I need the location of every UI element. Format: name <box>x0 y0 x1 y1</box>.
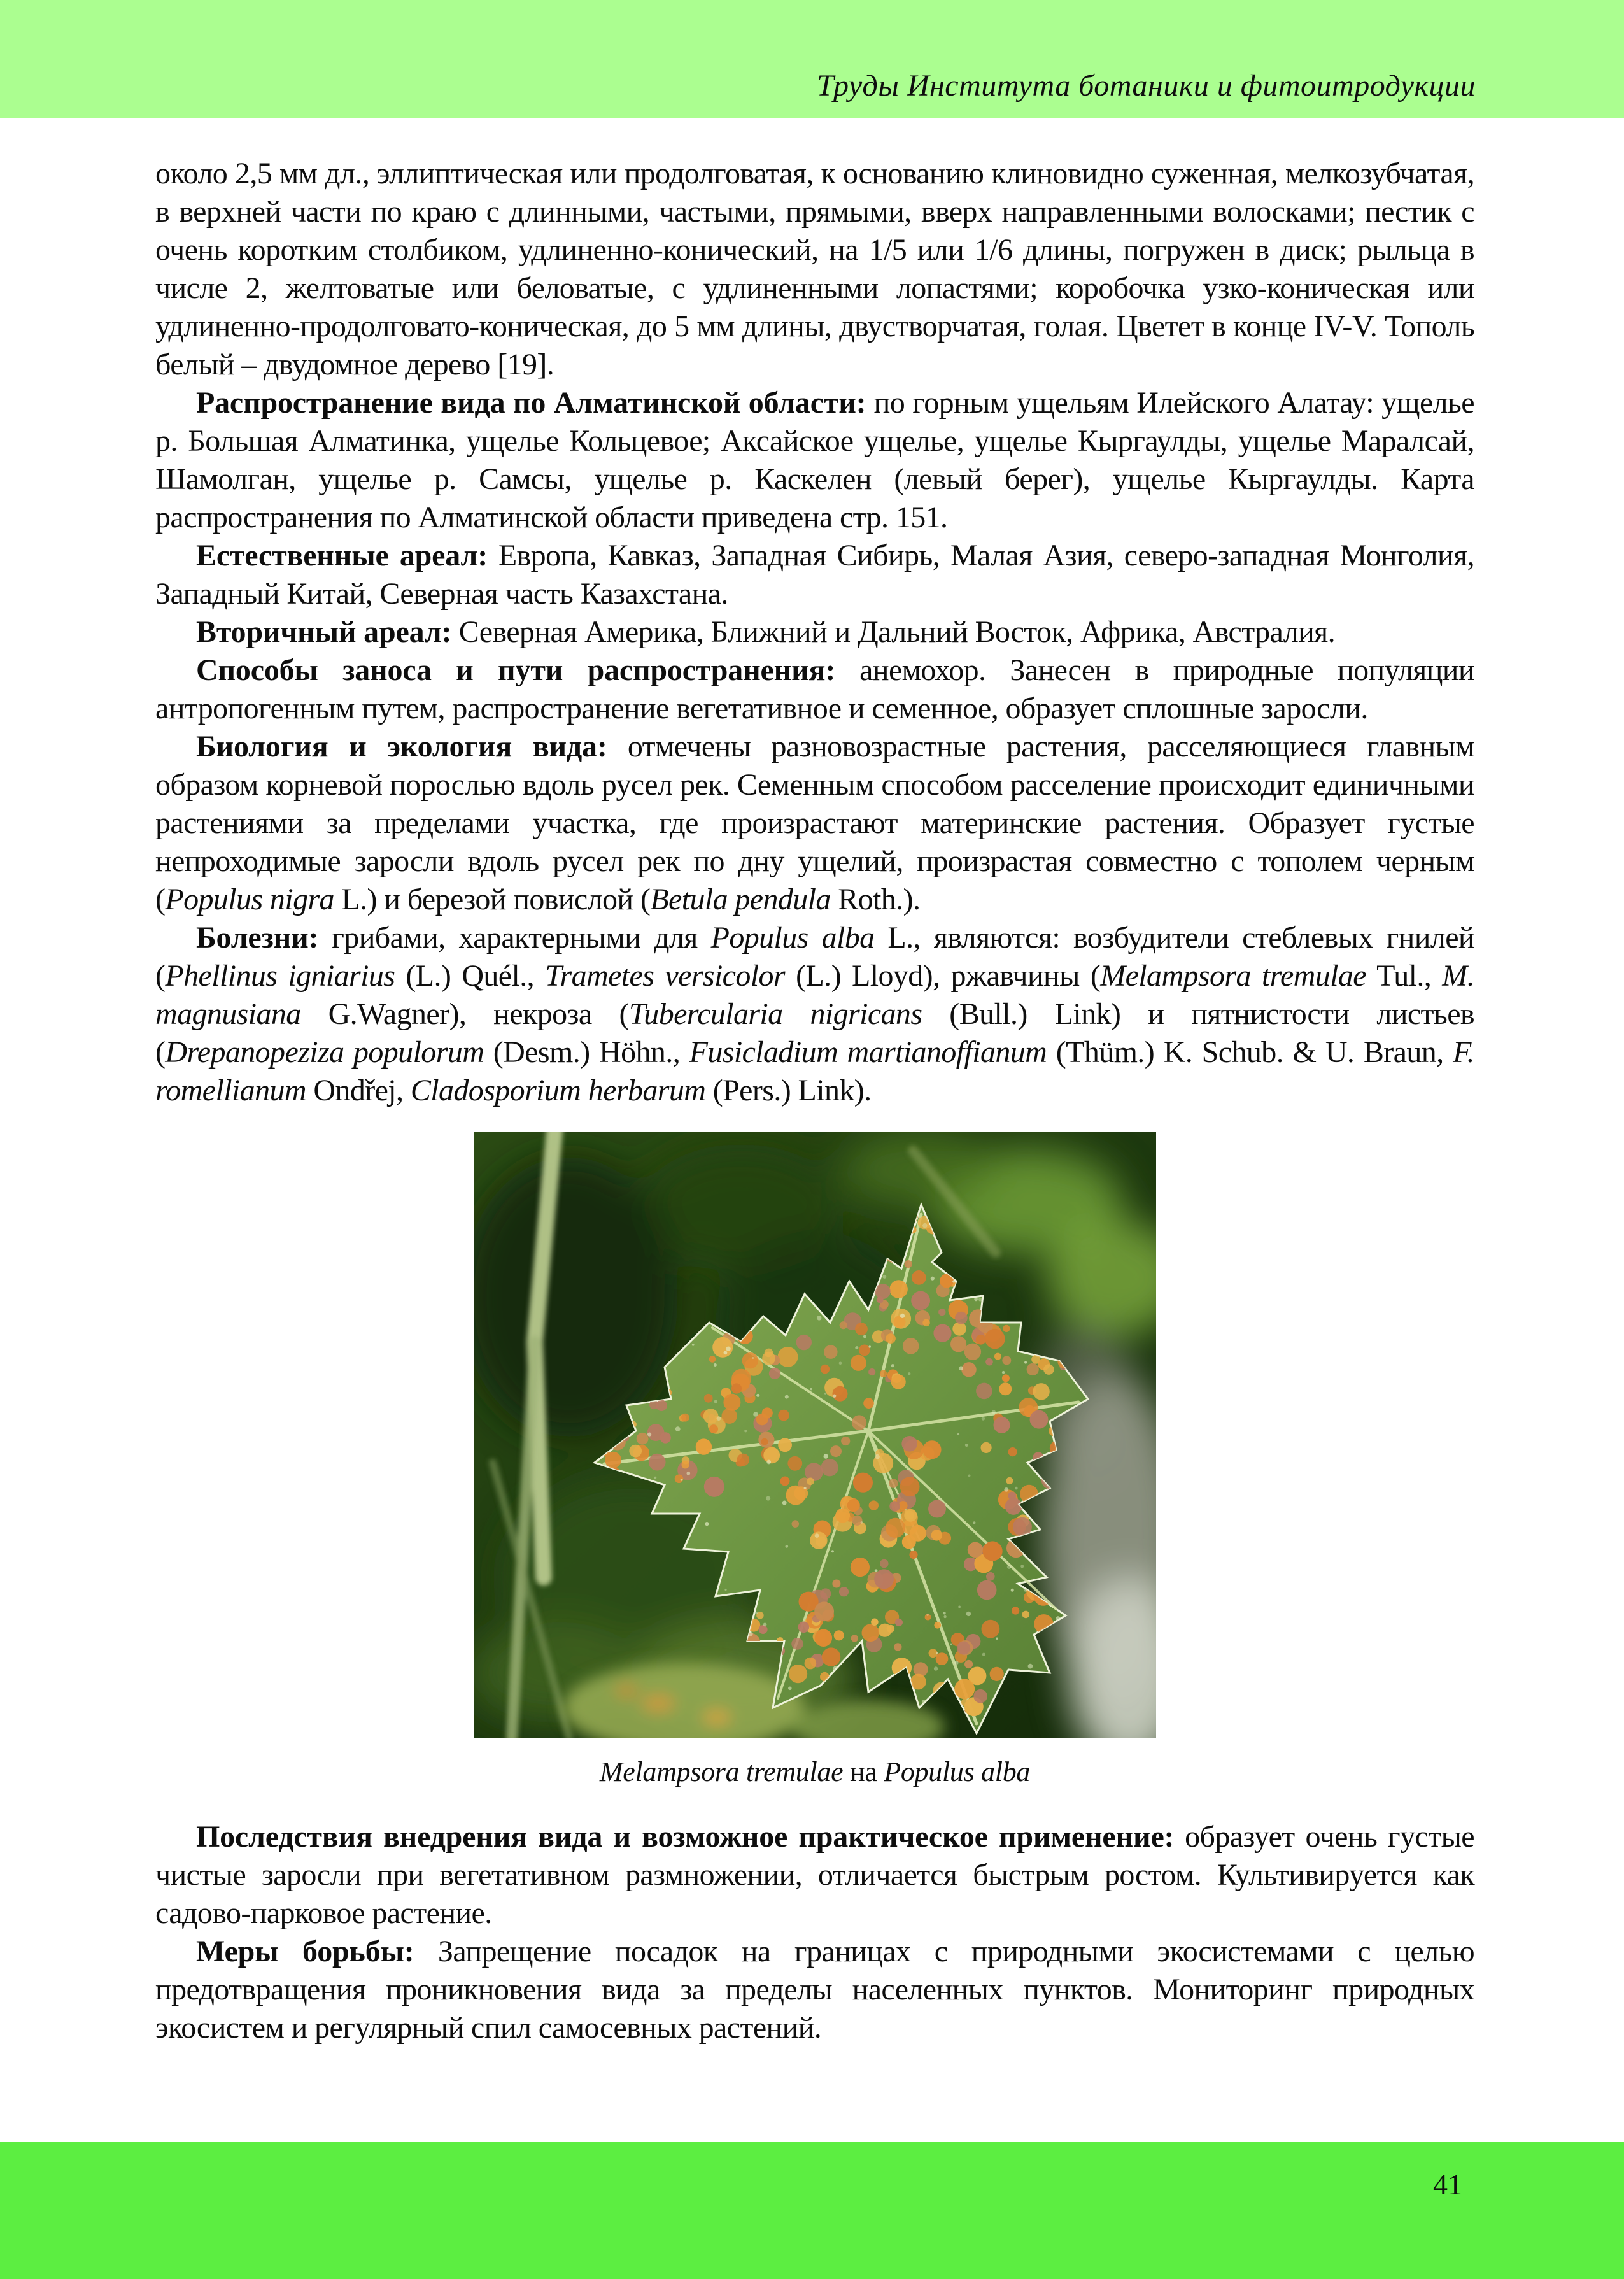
text-run: F. romellianum <box>155 1035 1474 1107</box>
text-run: Распространение вида по Алматинской области: <box>196 386 866 420</box>
text-run: Drepanopeziza populorum <box>165 1035 484 1069</box>
text-run: грибами, характерными для <box>318 921 711 955</box>
paragraph <box>155 1933 1474 2047</box>
text-run: Биология и экология вида: <box>196 730 607 763</box>
text-run: Меры борьбы: <box>196 1935 414 1968</box>
text-run: Естественные ареал: <box>196 539 488 572</box>
text-run: Европа, Кавказ, Западная Сибирь, Малая Азия, северо-западная Монголия, Западный Китай, Северная часть Казахстана. <box>155 539 1474 611</box>
text-run: (Bull.) Link) и пятнистости листьев ( <box>155 997 1474 1069</box>
text-run: (Thüm.) K. Schub. & U. Braun, <box>1047 1035 1453 1069</box>
header-bar <box>0 0 1624 118</box>
text-run: Северная Америка, Ближний и Дальний Восток, Африка, Австралия. <box>451 615 1336 649</box>
paragraph <box>155 384 1474 537</box>
text-run: Tubercularia nigricans <box>628 997 922 1031</box>
text-run: Melampsora tremulae <box>599 1756 844 1787</box>
text-run: Trametes versicolor <box>545 959 786 993</box>
leaf-photo-figure <box>474 1132 1156 1789</box>
paragraph <box>155 728 1474 919</box>
text-run: около 2,5 мм дл., эллиптическая или продолговатая, к основанию клиновидно суженная, мелкозубчатая, в верхней части по краю с длинными, частыми, прямыми, вверх направленными волосками; пестик с очень коротким столбиком, удлиненно-конический, на 1/5 или 1/6 длины, погружен в диск; рыльца в числе 2, желтоватые или беловатые, с удлиненными лопастями; коробочка узко-коническая или удлиненно-продолговато-коническая, до 5 мм длины, двустворчатая, голая. Цветет в конце IV-V. Тополь белый – двудомное дерево [19]. <box>155 157 1474 381</box>
text-run: анемохор. Занесен в природные популяции антропогенным путем, распространение вегетативное и семенное, образует сплошные заросли. <box>155 653 1474 725</box>
paragraph <box>155 155 1474 384</box>
text-run: на <box>843 1756 884 1787</box>
text-run: образует очень густые чистые заросли при вегетативном размножении, отличается быстрым ростом. Культивируется как садово-парковое растение. <box>155 1820 1474 1930</box>
text-run: (Desm.) Höhn., <box>484 1035 689 1069</box>
text-run: Способы заноса и пути распространения: <box>196 653 836 687</box>
text-run: Вторичный ареал: <box>196 615 452 649</box>
text-run: Populus alba <box>710 921 875 955</box>
text-run: Melampsora tremulae <box>1100 959 1366 993</box>
text-run: Последствия внедрения вида и возможное практическое применение: <box>196 1820 1175 1854</box>
body-paragraphs-before-figure <box>155 155 1474 1110</box>
body-paragraphs-after-figure <box>155 1818 1474 2047</box>
text-run: (Pers.) Link). <box>705 1074 872 1107</box>
paragraph <box>155 651 1474 728</box>
text-run: Roth.). <box>830 883 921 916</box>
figure-caption <box>474 1756 1156 1789</box>
text-run: L.) и березой повислой ( <box>334 883 651 916</box>
text-run: (L.) Lloyd), ржавчины ( <box>785 959 1101 993</box>
leaf-photo <box>474 1132 1156 1738</box>
text-run: Ondřej, <box>306 1074 411 1107</box>
text-run: Запрещение посадок на границах с природными экосистемами с целью предотвращения проникновения вида за пределы населенных пунктов. Мониторинг природных экосистем и регулярный спил самосевных растений. <box>155 1935 1474 2045</box>
text-run: L., являются: возбудители стеблевых гнилей ( <box>155 921 1474 993</box>
footer-bar <box>0 2142 1624 2279</box>
text-run: M. magnusiana <box>155 959 1474 1031</box>
text-run: G.Wagner), некроза ( <box>300 997 629 1031</box>
page-content <box>155 155 1474 2047</box>
page-number: 41 <box>1433 2168 1462 2201</box>
paragraph <box>155 1818 1474 1933</box>
text-run: Populus alba <box>884 1756 1031 1787</box>
text-run: (L.) Quél., <box>395 959 546 993</box>
text-run: Болезни: <box>196 921 319 955</box>
text-run: Cladosporium herbarum <box>410 1074 706 1107</box>
text-run: Fusicladium martianoffianum <box>689 1035 1047 1069</box>
text-run: Phellinus igniarius <box>165 959 395 993</box>
text-run: отмечены разновозрастные растения, расселяющиеся главным образом корневой порослью вдоль русел рек. Семенным способом расселение происходит единичными растениями за пределами участка, где произрастают материнские растения. Образует густые непроходимые заросли вдоль русел рек по дну ущелий, произрастая совместно с тополем черным ( <box>155 730 1474 916</box>
paragraph <box>155 537 1474 613</box>
text-run: по горным ущельям Илейского Алатау: ущелье р. Большая Алматинка, ущелье Кольцевое; Аксайское ущелье, ущелье Кыргаулды, ущелье Маралсай, Шамолган, ущелье р. Самсы, ущелье р. Каскелен (левый берег), ущелье Кыргаулды. Карта распространения по Алматинской области приведена стр. 151. <box>155 386 1474 534</box>
text-run: Betula pendula <box>650 883 831 916</box>
paragraph <box>155 613 1474 651</box>
paragraph <box>155 919 1474 1110</box>
journal-title: Труды Института ботаники и фитоитродукции <box>817 69 1476 103</box>
text-run: Tul., <box>1366 959 1443 993</box>
text-run: Populus nigra <box>165 883 334 916</box>
